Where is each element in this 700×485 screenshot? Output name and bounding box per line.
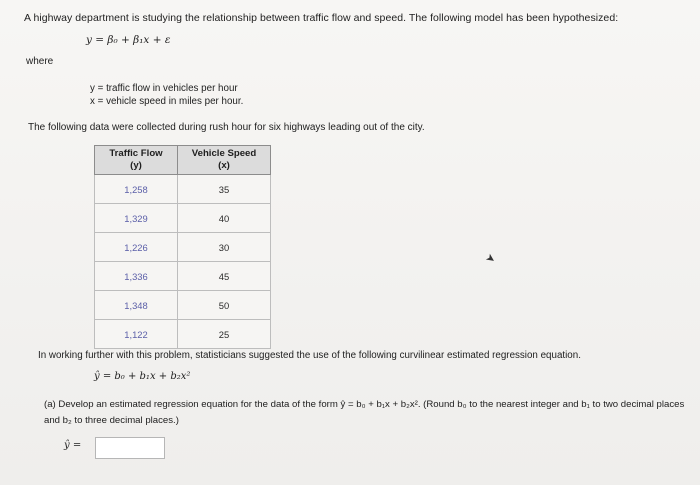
table-row [95,262,271,291]
intro-text: A highway department is studying the relationship between traffic flow and speed. The following model has been hypothesized: [24,12,619,24]
definition-y: y = traffic flow in vehicles per hour [90,83,238,94]
data-table [94,145,271,349]
definition-x: x = vehicle speed in miles per hour. [90,96,244,107]
vehicle-speed-cell: 40 [178,204,271,233]
table-row [95,320,271,349]
collected-text: The following data were collected during rush hour for six highways leading out of the city. [28,122,425,133]
table-row [95,204,271,233]
traffic-flow-cell: 1,226 [95,233,178,262]
vehicle-speed-cell: 25 [178,320,271,349]
model-equation: y = β₀ + β₁x + ε [86,34,171,46]
vehicle-speed-cell: 45 [178,262,271,291]
table-row [95,233,271,262]
part-a-instructions: (a) Develop an estimated regression equation for the data of the form ŷ = b₀ + b₁x + b₂x². (Round b₀ to the nearest integer and b₁ to two decimal places and b₂ to three decimal places.) [44,399,685,426]
table-row [95,291,271,320]
answer-label: ŷ = [64,440,82,451]
traffic-flow-cell: 1,258 [95,175,178,204]
vehicle-speed-cell: 30 [178,233,271,262]
where-label: where [26,56,54,67]
traffic-flow-cell: 1,329 [95,204,178,233]
header-vehicle-speed: Vehicle Speed (x) [178,146,271,175]
answer-input[interactable] [95,437,165,459]
traffic-flow-cell: 1,122 [95,320,178,349]
traffic-flow-cell: 1,348 [95,291,178,320]
vehicle-speed-cell: 35 [178,175,271,204]
table-row [95,175,271,204]
traffic-flow-cell: 1,336 [95,262,178,291]
mouse-cursor-icon: ➤ [483,251,498,267]
further-text: In working further with this problem, statisticians suggested the use of the following curvilinear estimated regression equation. [38,350,581,361]
table-header-row [95,146,271,175]
estimated-equation: ŷ = b₀ + b₁x + b₂x² [94,371,191,382]
vehicle-speed-cell: 50 [178,291,271,320]
header-traffic-flow: Traffic Flow (y) [95,146,178,175]
